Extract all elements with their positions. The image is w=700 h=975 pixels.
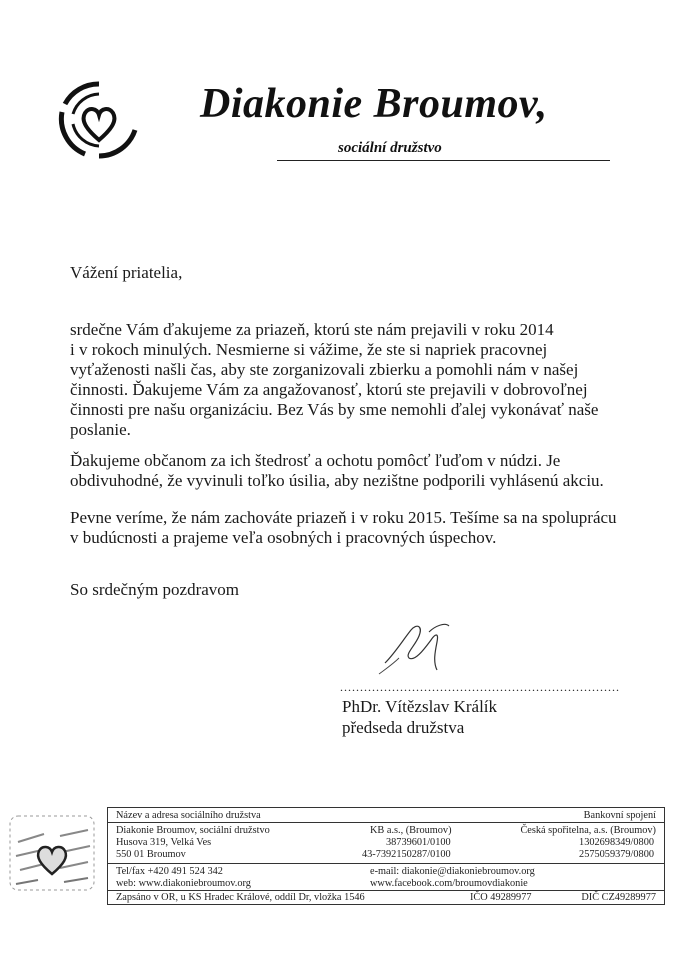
footer-tel: Tel/fax +420 491 524 342 (116, 866, 223, 877)
footer-info-table (107, 807, 665, 905)
handwritten-signature (375, 618, 465, 676)
footer-city: 550 01 Broumov (116, 849, 186, 860)
footer-bank2-account2: 2575059379/0800 (579, 849, 654, 860)
paragraph-line: vyťaženosti našli čas, aby ste zorganizovali zbierku a pomohli nám v našej (70, 360, 579, 379)
header-rule (277, 160, 610, 161)
footer-registration: Zapsáno v OR, u KS Hradec Králové, oddíl Dr, vložka 1546 (116, 892, 365, 903)
footer-dic: DIČ CZ49289977 (581, 892, 656, 903)
paragraph-line: Ďakujeme občanom za ich štedrosť a ochotu pomôcť ľuďom v núdzi. Je (70, 451, 561, 470)
footer-bank2-name: Česká spořitelna, a.s. (Broumov) (520, 825, 656, 836)
footer-header-right: Bankovní spojení (583, 810, 656, 821)
signer-role: předseda družstva (342, 718, 465, 737)
paragraph-line: činnosti. Ďakujeme Vám za angažovanosť, ktorú ste prejavili v dobrovoľnej (70, 380, 588, 399)
paragraph-line: i v rokoch minulých. Nesmierne si vážime, že ste si napriek pracovnej (70, 340, 548, 359)
footer-ico: IČO 49289977 (470, 892, 532, 903)
diakonie-logo (55, 80, 143, 160)
footer-email: e-mail: diakonie@diakoniebroumov.org (370, 866, 535, 877)
footer-bank1-name: KB a.s., (Broumov) (370, 825, 452, 836)
salutation: Vážení priatelia, (70, 263, 183, 282)
paragraph-3 (70, 508, 617, 548)
signature-line: ...................................................................... (340, 680, 620, 694)
paragraph-line: Pevne veríme, že nám zachováte priazeň i v roku 2015. Tešíme sa na spoluprácu (70, 508, 617, 527)
footer-logo-badge (8, 812, 96, 894)
paragraph-line: činnosti pre našu organizáciu. Bez Vás by sme nemohli ďalej vykonávať naše (70, 400, 599, 419)
paragraph-1 (70, 320, 598, 440)
footer-bank1-account1: 38739601/0100 (386, 837, 451, 848)
signer-name: PhDr. Vítězslav Králík (342, 697, 498, 716)
paragraph-line: srdečne Vám ďakujeme za priazeň, ktorú ste nám prejavili v roku 2014 (70, 320, 554, 339)
paragraph-line: obdivuhodné, že vyvinuli toľko úsilia, aby nezištne podporili vyhlásenú akciu. (70, 471, 604, 490)
footer-street: Husova 319, Velká Ves (116, 837, 212, 848)
closing: So srdečným pozdravom (70, 580, 240, 599)
footer-bank1-account2: 43-7392150287/0100 (362, 849, 451, 860)
org-name: Diakonie Broumov, (200, 81, 548, 127)
paragraph-line: v budúcnosti a prajeme veľa osobných i pracovných úspechov. (70, 528, 497, 547)
org-subtitle: sociální družstvo (338, 140, 442, 156)
footer-facebook: www.facebook.com/broumovdiakonie (370, 878, 528, 889)
footer-org-name: Diakonie Broumov, sociální družstvo (116, 825, 270, 836)
footer-bank2-account1: 1302698349/0800 (579, 837, 654, 848)
footer-web: web: www.diakoniebroumov.org (116, 878, 251, 889)
paragraph-line: poslanie. (70, 420, 131, 439)
footer-header-left: Název a adresa sociálního družstva (116, 810, 261, 821)
paragraph-2 (70, 451, 604, 491)
